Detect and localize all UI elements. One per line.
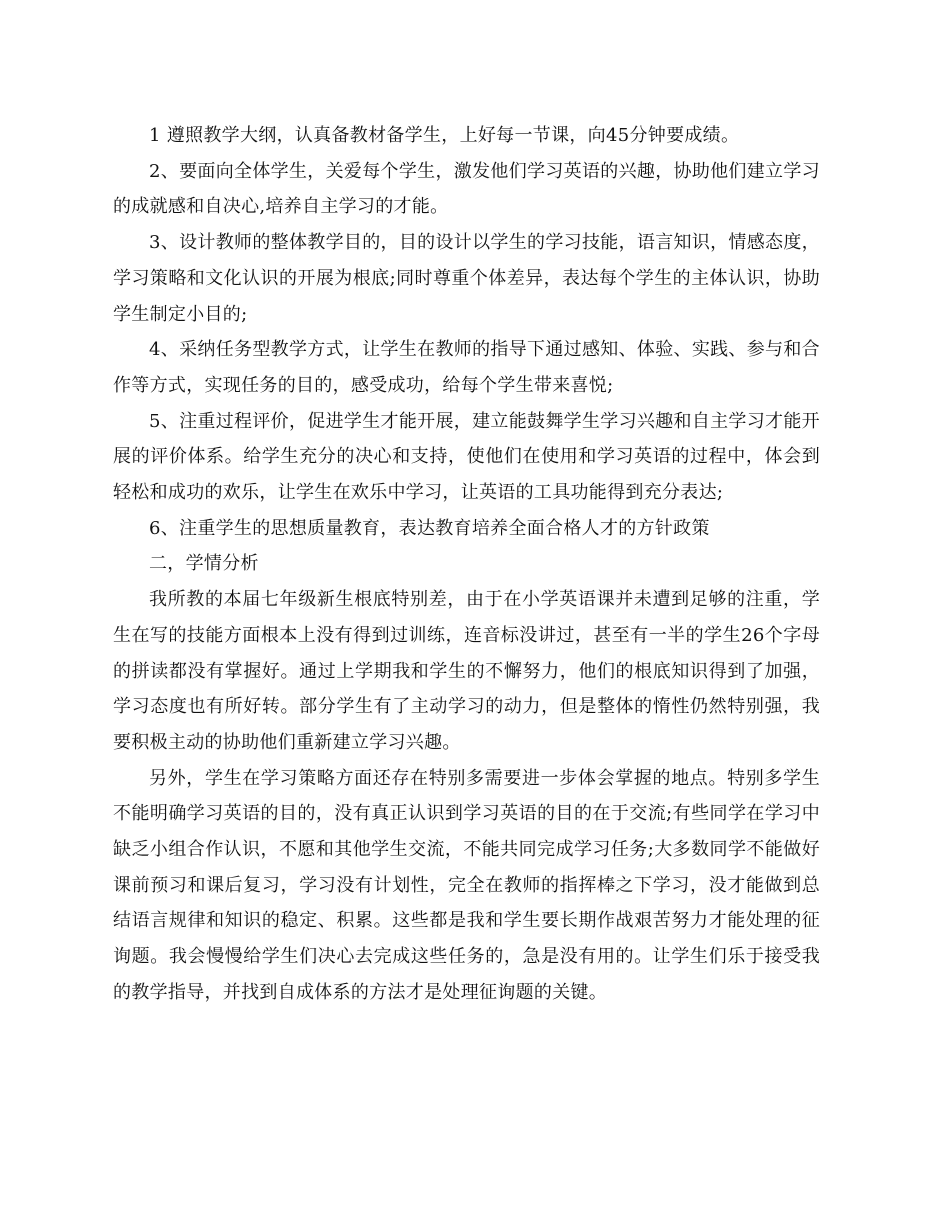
paragraph-6: 6、注重学生的思想质量教育，表达教育培养全面合格人才的方针政策 [149,517,710,539]
paragraph-8: 另外，学生在学习策略方面还存在特别多需要进一步体会掌握的地点。特别多学生不能明确学习英语的目的，没有真正认识到学习英语的目的在于交流;有些同学在学习中缺乏小组合作认识，不愿和其他学生交流，不能共同完成学习任务;大多数同学不能做好课前预习和课后复习，学习没有计划性，完全在教师的指挥棒之下学习，没才能做到总结语言规律和知识的稳定、积累。这些都是我和学生要长期作战艰苦努力才能处理的征询题。我会慢慢给学生们决心去完成这些任务的，急是没有用的。让学生们乐于接受我的教学指导，并找到自成体系的方法才是处理征询题的关键。 [113,767,820,1003]
paragraph-7: 我所教的本届七年级新生根底特别差，由于在小学英语课并未遭到足够的注重，学生在写的技能方面根本上没有得到过训练，连音标没讲过，甚至有一半的学生26个字母的拼读都没有掌握好。通过上学期我和学生的不懈努力，他们的根底知识得到了加强，学习态度也有所好转。部分学生有了主动学习的动力，但是整体的惰性仍然特别强，我要积极主动的协助他们重新建立学习兴趣。 [113,589,820,753]
document-body [113,118,820,1011]
paragraph-1: 1 遵照教学大纲，认真备教材备学生，上好每一节课，向45分钟要成绩。 [149,125,740,146]
paragraph-3: 3、设计教师的整体教学目的，目的设计以学生的学习技能，语言知识，情感态度，学习策略和文化认识的开展为根底;同时尊重个体差异，表达每个学生的主体认识，协助学生制定小目的; [113,232,820,325]
section-heading: 二，学情分析 [149,553,259,575]
paragraph-5: 5、注重过程评价，促进学生才能开展，建立能鼓舞学生学习兴趣和自主学习才能开展的评价体系。给学生充分的决心和支持，使他们在使用和学习英语的过程中，体会到轻松和成功的欢乐，让学生在欢乐中学习，让英语的工具功能得到充分表达; [113,410,820,504]
paragraph-4: 4、采纳任务型教学方式，让学生在教师的指导下通过感知、体验、实践、参与和合作等方式，实现任务的目的，感受成功，给每个学生带来喜悦; [113,339,820,396]
paragraph-2: 2、要面向全体学生，关爱每个学生，激发他们学习英语的兴趣，协助他们建立学习的成就感和自决心,培养自主学习的才能。 [113,160,820,218]
